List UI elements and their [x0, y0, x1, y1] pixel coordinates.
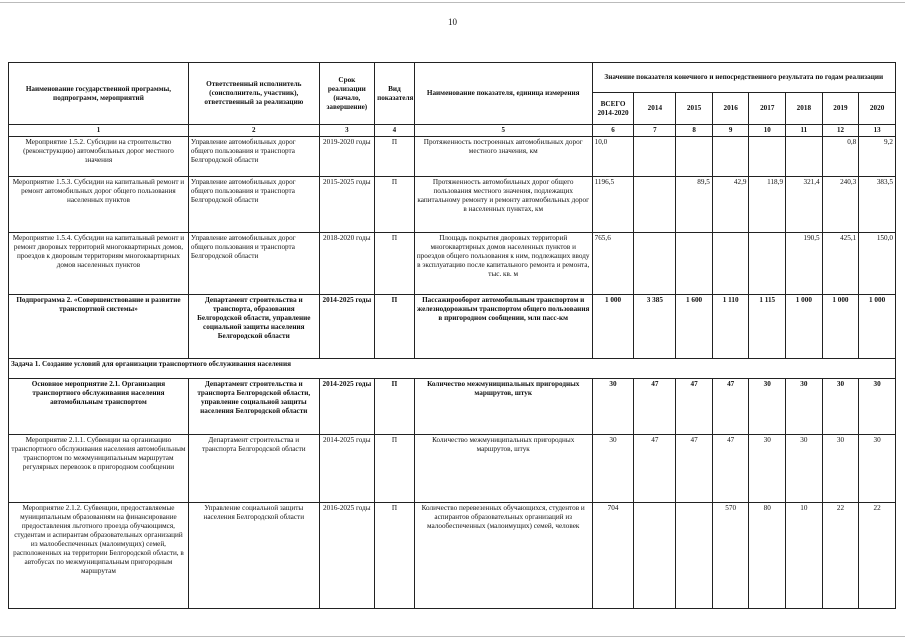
header-year: 2015	[676, 93, 713, 125]
row-value: 30	[822, 378, 859, 434]
row-value: 1 600	[676, 294, 713, 358]
row-value: 89,5	[676, 176, 713, 232]
header-year: 2018	[786, 93, 823, 125]
row-type: П	[375, 176, 415, 232]
row-value: 30	[592, 378, 634, 434]
column-number: 5	[414, 125, 592, 137]
row-value: 150,0	[859, 232, 896, 294]
table-row	[9, 378, 896, 434]
row-term: 2014-2025 годы	[319, 378, 374, 434]
row-indicator: Протяженность автомобильных дорог общего пользования местного значения, подлежащих капитальному ремонту и ремонту автомобильных дорог в населенных пунктах, км	[414, 176, 592, 232]
table-row	[9, 176, 896, 232]
row-value: 22	[822, 502, 859, 608]
row-value: 47	[676, 434, 713, 502]
row-type: П	[375, 232, 415, 294]
row-value: 1 000	[822, 294, 859, 358]
header-total: ВСЕГО 2014-2020	[592, 93, 634, 125]
row-value	[712, 136, 749, 176]
row-name: Мероприятие 2.1.2. Субвенции, предоставляемые муниципальным образованиям на финансирование предоставления льготного проезда обучающимся, студентам и аспирантам образовательных организаций из малообеспеченных (малоимущих) семей, расположенных на территории Белгородской области, в автобусах по межмуниципальным пригородным маршрутам	[9, 502, 189, 608]
row-value: 30	[749, 434, 786, 502]
header-year: 2019	[822, 93, 859, 125]
row-responsible: Управление социальной защиты населения Белгородской области	[188, 502, 319, 608]
row-value: 30	[592, 434, 634, 502]
column-number: 7	[634, 125, 676, 137]
row-value: 240,3	[822, 176, 859, 232]
row-value	[676, 136, 713, 176]
row-indicator: Площадь покрытия дворовых территорий многоквартирных домов населенных пунктов и проездов общего пользования к ним, подлежащих вводу в эксплуатацию после капитального ремонта и ремонта, тыс. кв. м	[414, 232, 592, 294]
row-value: 190,5	[786, 232, 823, 294]
row-value: 1196,5	[592, 176, 634, 232]
row-value: 383,5	[859, 176, 896, 232]
row-value	[712, 232, 749, 294]
bottom-scan-edge	[0, 636, 905, 637]
row-name: Основное мероприятие 2.1. Организация транспортного обслуживания населения автомобильным транспортом	[9, 378, 189, 434]
column-number: 2	[188, 125, 319, 137]
row-responsible: Департамент строительства и транспорта, образования Белгородской области, управление социальной защиты населения Белгородской области	[188, 294, 319, 358]
row-value: 0,8	[822, 136, 859, 176]
header-responsible: Ответственный исполнитель (соисполнитель, участник), ответственный за реализацию	[188, 63, 319, 125]
row-type: П	[375, 502, 415, 608]
row-value: 30	[859, 378, 896, 434]
row-term: 2016-2025 годы	[319, 502, 374, 608]
header-indicator-name: Наименование показателя, единица измерения	[414, 63, 592, 125]
row-term: 2014-2025 годы	[319, 434, 374, 502]
column-number: 4	[375, 125, 415, 137]
header-name: Наименование государственной программы, подпрограмм, мероприятий	[9, 63, 189, 125]
row-value: 1 000	[786, 294, 823, 358]
row-value: 30	[859, 434, 896, 502]
row-value	[634, 502, 676, 608]
row-value: 321,4	[786, 176, 823, 232]
column-number: 13	[859, 125, 896, 137]
task-title: Задача 1. Создание условий для организации транспортного обслуживания населения	[9, 358, 896, 378]
header-year: 2017	[749, 93, 786, 125]
header-indicator-type: Вид показателя	[375, 63, 415, 125]
column-number: 9	[712, 125, 749, 137]
row-value: 704	[592, 502, 634, 608]
header-year: 2014	[634, 93, 676, 125]
row-value: 10	[786, 502, 823, 608]
row-name: Мероприятие 1.5.4. Субсидии на капитальный ремонт и ремонт дворовых территорий многоквартирных домов, проездов к дворовым территориям многоквартирных домов населенных пунктов	[9, 232, 189, 294]
row-value: 3 385	[634, 294, 676, 358]
row-value: 30	[749, 378, 786, 434]
row-value: 1 110	[712, 294, 749, 358]
column-number: 11	[786, 125, 823, 137]
row-value: 425,1	[822, 232, 859, 294]
row-indicator: Пассажирооборот автомобильным транспортом и железнодорожным транспортом общего пользования в пригородном сообщении, млн пасс-км	[414, 294, 592, 358]
row-responsible: Департамент строительства и транспорта Белгородской области	[188, 434, 319, 502]
row-indicator: Количество перевезенных обучающихся, студентов и аспирантов образовательных организаций из малообеспеченных (малоимущих) семей, человек	[414, 502, 592, 608]
row-value: 1 000	[859, 294, 896, 358]
row-value: 30	[786, 434, 823, 502]
row-value	[634, 136, 676, 176]
row-term: 2015-2025 годы	[319, 176, 374, 232]
row-type: П	[375, 378, 415, 434]
row-value: 47	[676, 378, 713, 434]
row-value: 10,0	[592, 136, 634, 176]
row-indicator: Количество межмуниципальных пригородных маршрутов, штук	[414, 434, 592, 502]
row-value: 570	[712, 502, 749, 608]
row-name: Мероприятие 1.5.3. Субсидии на капитальный ремонт и ремонт автомобильных дорог общего пользования населенных пунктов	[9, 176, 189, 232]
column-number: 8	[676, 125, 713, 137]
row-value: 765,6	[592, 232, 634, 294]
row-value	[749, 136, 786, 176]
header-term: Срок реализации (начало, завершение)	[319, 63, 374, 125]
row-value: 30	[786, 378, 823, 434]
row-value	[676, 502, 713, 608]
header-values-group: Значение показателя конечного и непосредственного результата по годам реализации	[592, 63, 895, 93]
row-value: 47	[712, 434, 749, 502]
row-value: 80	[749, 502, 786, 608]
table-row	[9, 232, 896, 294]
header-year: 2020	[859, 93, 896, 125]
column-number: 3	[319, 125, 374, 137]
row-name: Мероприятие 2.1.1. Субвенции на организацию транспортного обслуживания населения автомобильным транспортом по межмуниципальным маршрутам регулярных перевозок в пригородном сообщении	[9, 434, 189, 502]
row-indicator: Протяженность построенных автомобильных дорог местного значения, км	[414, 136, 592, 176]
row-value: 1 000	[592, 294, 634, 358]
table-row	[9, 502, 896, 608]
row-value: 47	[712, 378, 749, 434]
row-responsible: Управление автомобильных дорог общего пользования и транспорта Белгородской области	[188, 136, 319, 176]
row-value	[786, 136, 823, 176]
row-responsible: Управление автомобильных дорог общего пользования и транспорта Белгородской области	[188, 232, 319, 294]
row-value: 9,2	[859, 136, 896, 176]
row-name: Подпрограмма 2. «Совершенствование и развитие транспортной системы»	[9, 294, 189, 358]
row-responsible: Управление автомобильных дорог общего пользования и транспорта Белгородской области	[188, 176, 319, 232]
indicators-table	[8, 62, 896, 609]
row-value: 30	[822, 434, 859, 502]
row-value	[676, 232, 713, 294]
column-number: 6	[592, 125, 634, 137]
column-number: 12	[822, 125, 859, 137]
row-value: 22	[859, 502, 896, 608]
row-type: П	[375, 294, 415, 358]
row-value	[749, 232, 786, 294]
row-value: 42,9	[712, 176, 749, 232]
row-term: 2018-2020 годы	[319, 232, 374, 294]
row-value: 47	[634, 434, 676, 502]
column-number: 1	[9, 125, 189, 137]
header-year: 2016	[712, 93, 749, 125]
row-value: 118,9	[749, 176, 786, 232]
row-value	[634, 232, 676, 294]
page-number: 10	[448, 17, 457, 27]
row-type: П	[375, 434, 415, 502]
table-row	[9, 136, 896, 176]
row-value: 1 115	[749, 294, 786, 358]
table-row	[9, 434, 896, 502]
row-name: Мероприятие 1.5.2. Субсидии на строительство (реконструкцию) автомобильных дорог местного значения	[9, 136, 189, 176]
row-term: 2019-2020 годы	[319, 136, 374, 176]
row-value: 47	[634, 378, 676, 434]
row-indicator: Количество межмуниципальных пригородных маршрутов, штук	[414, 378, 592, 434]
top-scan-edge	[0, 2, 905, 3]
row-term: 2014-2025 годы	[319, 294, 374, 358]
row-responsible: Департамент строительства и транспорта Белгородской области, управление социальной защиты населения Белгородской области	[188, 378, 319, 434]
row-type: П	[375, 136, 415, 176]
column-number: 10	[749, 125, 786, 137]
table-row	[9, 294, 896, 358]
row-value	[634, 176, 676, 232]
